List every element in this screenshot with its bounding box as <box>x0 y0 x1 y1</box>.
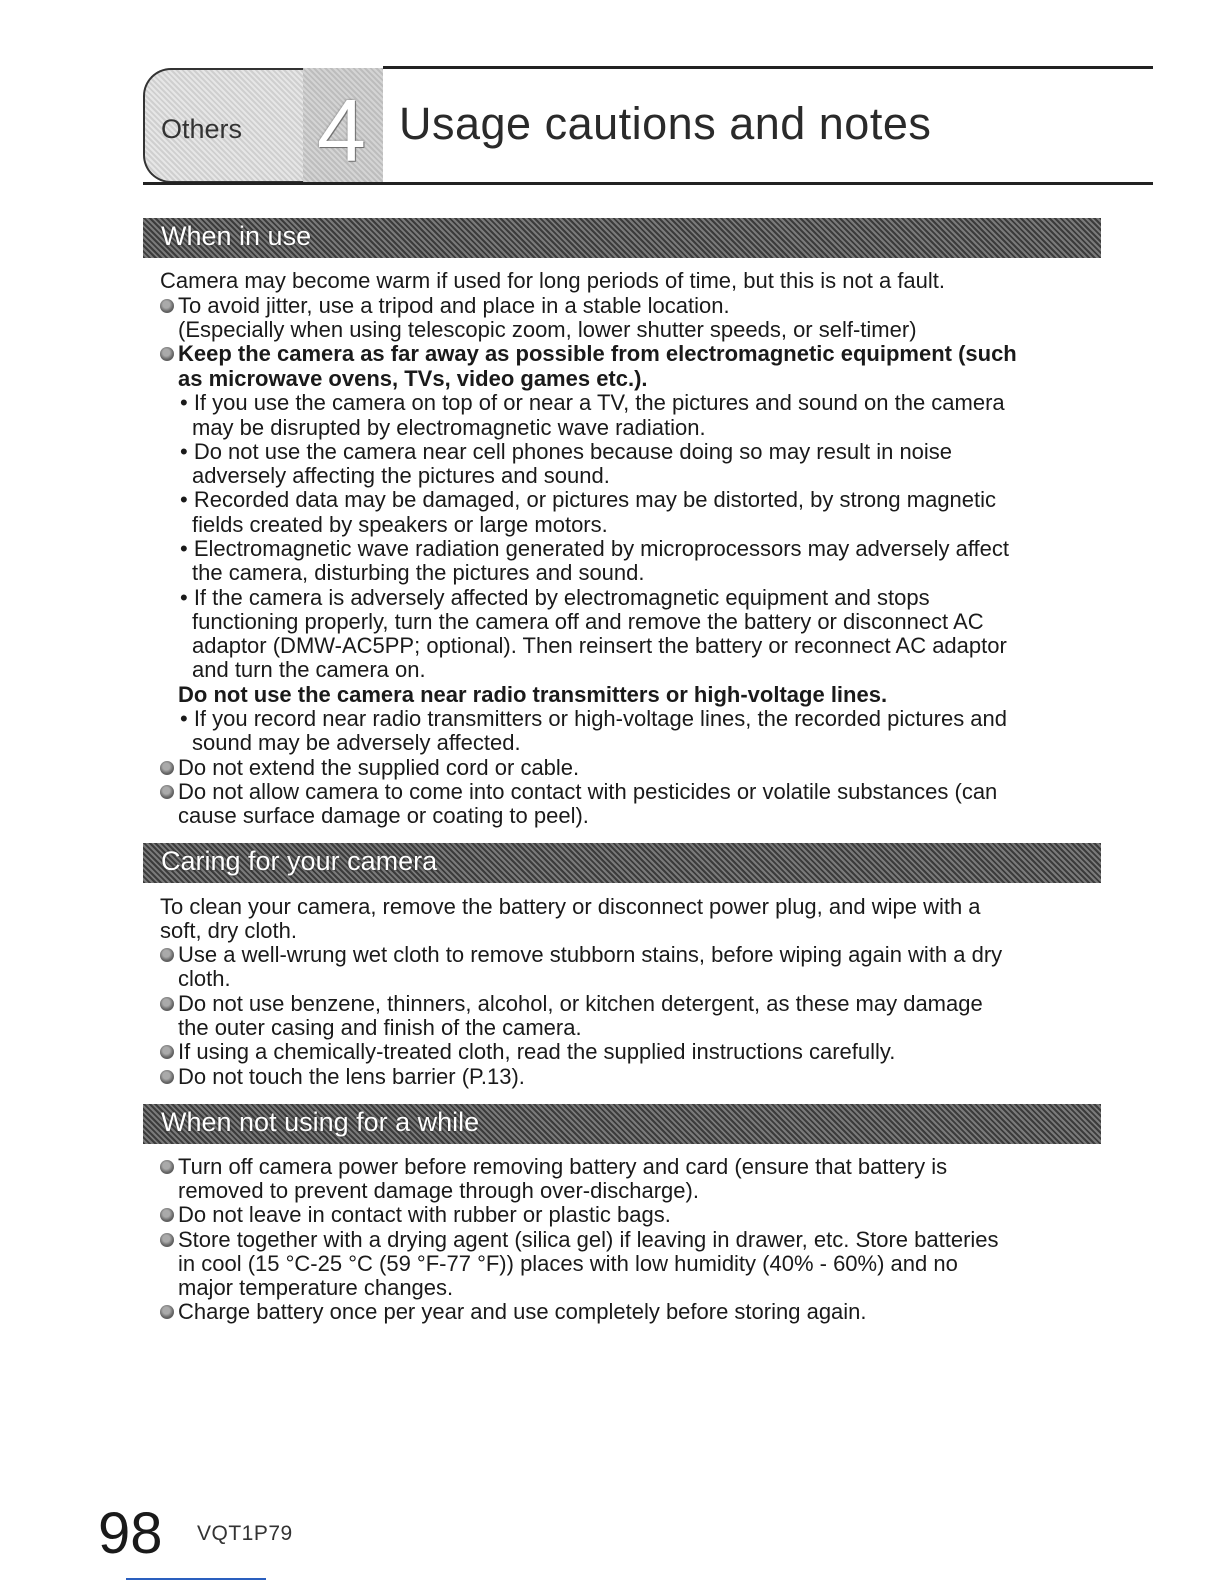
list-item <box>160 1203 671 1228</box>
text-line: adaptor (DMW-AC5PP; optional). Then reinsert the battery or reconnect AC adaptor <box>192 633 1007 658</box>
text-line: fields created by speakers or large motors. <box>192 512 608 537</box>
text-line: To avoid jitter, use a tripod and place in a stable location. <box>178 293 730 318</box>
chapter-number-tab <box>303 68 383 183</box>
bullet-dot-icon <box>160 761 174 775</box>
bullet-dot-icon <box>160 299 174 313</box>
bullet-dot-icon <box>160 1233 174 1247</box>
document-code: VQT1P79 <box>197 1522 293 1545</box>
text-line: Do not touch the lens barrier (P.13). <box>178 1064 525 1089</box>
sub-bullet-line: • If the camera is adversely affected by electromagnetic equipment and stops <box>180 585 930 610</box>
page-number: 98 <box>98 1501 163 1566</box>
list-item <box>160 342 1017 367</box>
section-title: Caring for your camera <box>161 846 438 876</box>
text-line: cause surface damage or coating to peel). <box>178 803 589 828</box>
bullet-dot-icon <box>160 347 174 361</box>
category-tab <box>143 68 303 183</box>
sub-bullet-line: • Electromagnetic wave radiation generated by microprocessors may adversely affect <box>180 536 1010 561</box>
section-header-when-in-use <box>143 218 1101 258</box>
sub-bullet-line: • Recorded data may be damaged, or pictures may be distorted, by strong magnetic <box>180 487 997 512</box>
text-line: sound may be adversely affected. <box>192 730 521 755</box>
text-line: Charge battery once per year and use completely before storing again. <box>178 1299 867 1324</box>
bullet-dot-icon <box>160 997 174 1011</box>
sub-bullet-line: • Do not use the camera near cell phones because doing so may result in noise <box>180 439 953 464</box>
list-item <box>160 756 579 781</box>
bullet-dot-icon <box>160 1208 174 1222</box>
text-line: Do not extend the supplied cord or cable. <box>178 755 580 780</box>
list-item <box>160 1155 947 1180</box>
text-line: functioning properly, turn the camera off and remove the battery or disconnect AC <box>192 609 984 634</box>
footer-rule <box>126 1578 266 1580</box>
text-line: soft, dry cloth. <box>160 918 297 943</box>
list-item <box>160 992 983 1017</box>
text-line: the camera, disturbing the pictures and sound. <box>192 560 645 585</box>
chapter-number: 4 <box>317 81 366 180</box>
section-title: When in use <box>161 221 312 251</box>
bold-text-line: as microwave ovens, TVs, video games etc.). <box>178 366 648 391</box>
text-line: cloth. <box>178 966 231 991</box>
bullet-dot-icon <box>160 1070 174 1084</box>
bullet-dot-icon <box>160 1045 174 1059</box>
text-line: Do not allow camera to come into contact with pesticides or volatile substances (can <box>178 779 998 804</box>
page-title: Usage cautions and notes <box>399 98 932 149</box>
header-rule-bottom <box>143 182 1153 185</box>
sub-bullet-line: • If you record near radio transmitters or high-voltage lines, the recorded pictures and <box>180 706 1008 731</box>
section-header-when-not-using <box>143 1104 1101 1144</box>
text-line: in cool (15 °C-25 °C (59 °F-77 °F)) places with low humidity (40% - 60%) and no <box>178 1251 958 1276</box>
list-item <box>160 294 730 319</box>
list-item <box>160 1300 867 1325</box>
list-item <box>160 780 997 805</box>
text-line: Do not use benzene, thinners, alcohol, or kitchen detergent, as these may damage <box>178 991 983 1016</box>
bullet-dot-icon <box>160 1160 174 1174</box>
section-title: When not using for a while <box>161 1107 480 1137</box>
text-line: may be disrupted by electromagnetic wave radiation. <box>192 415 706 440</box>
page-header <box>143 62 1153 186</box>
sub-bullet-line: • If you use the camera on top of or near a TV, the pictures and sound on the camera <box>180 390 1005 415</box>
text-line: the outer casing and finish of the camera. <box>178 1015 582 1040</box>
bold-text-line: Do not use the camera near radio transmitters or high-voltage lines. <box>178 682 888 707</box>
text-line: adversely affecting the pictures and sound. <box>192 463 610 488</box>
header-rule-top <box>383 66 1153 69</box>
text-line: (Especially when using telescopic zoom, lower shutter speeds, or self-timer) <box>178 317 917 342</box>
bold-text-line: Keep the camera as far away as possible from electromagnetic equipment (such <box>178 341 1017 366</box>
text-line: Camera may become warm if used for long periods of time, but this is not a fault. <box>160 268 946 293</box>
list-item <box>160 1040 895 1065</box>
text-line: Use a well-wrung wet cloth to remove stubborn stains, before wiping again with a dry <box>178 942 1003 967</box>
text-line: removed to prevent damage through over-discharge). <box>178 1178 699 1203</box>
text-line: To clean your camera, remove the battery or disconnect power plug, and wipe with a <box>160 894 981 919</box>
category-label: Others <box>161 114 243 144</box>
text-line: Do not leave in contact with rubber or plastic bags. <box>178 1202 671 1227</box>
text-line: Turn off camera power before removing battery and card (ensure that battery is <box>178 1154 948 1179</box>
text-line: If using a chemically-treated cloth, read the supplied instructions carefully. <box>178 1039 896 1064</box>
text-line: and turn the camera on. <box>192 657 426 682</box>
text-line: major temperature changes. <box>178 1275 454 1300</box>
bullet-dot-icon <box>160 948 174 962</box>
list-item <box>160 1065 525 1090</box>
list-item <box>160 943 1002 968</box>
text-line: Store together with a drying agent (silica gel) if leaving in drawer, etc. Store batteries <box>178 1227 999 1252</box>
list-item <box>160 1228 999 1253</box>
section-header-caring-for-your-camera <box>143 843 1101 883</box>
bullet-dot-icon <box>160 1305 174 1319</box>
bullet-dot-icon <box>160 785 174 799</box>
